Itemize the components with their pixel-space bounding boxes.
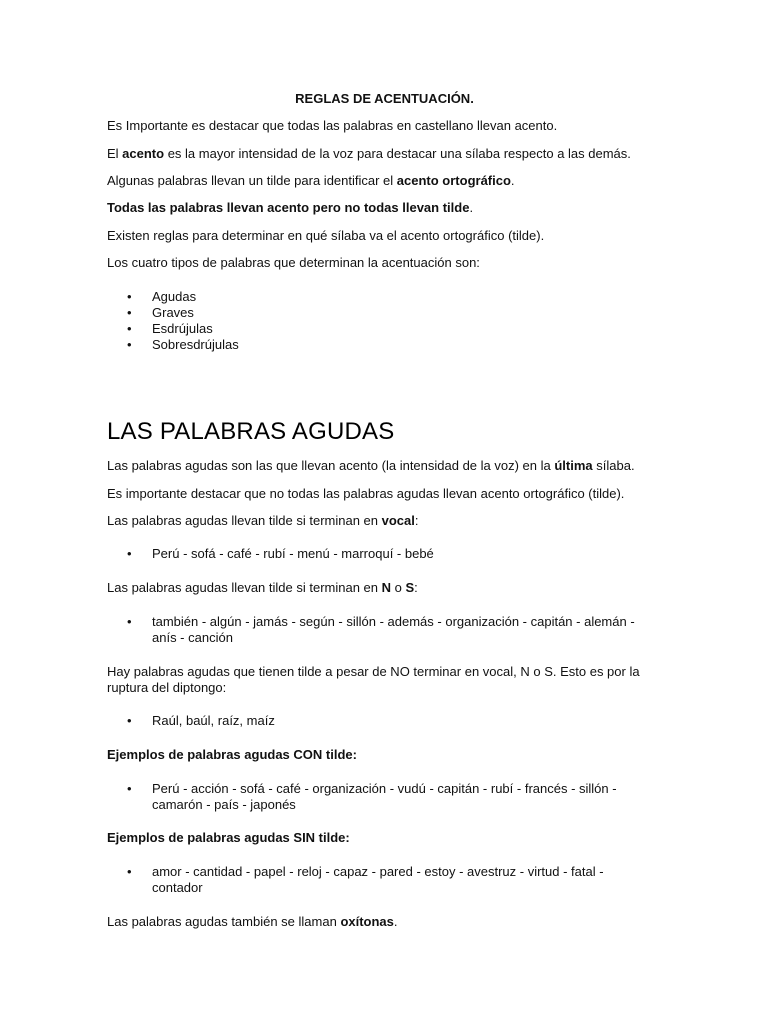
agudas-paragraph-5: Hay palabras agudas que tienen tilde a pesar de NO terminar en vocal, N o S. Esto es por la ruptura del diptongo: — [107, 664, 640, 695]
bullet-icon: • — [127, 289, 132, 304]
text-run: Las palabras agudas son las que llevan acento (la intensidad de la voz) en la — [107, 458, 555, 473]
list-item — [107, 337, 652, 353]
bullet-icon: • — [127, 781, 132, 796]
list-item-text: Perú - acción - sofá - café - organización - vudú - capitán - rubí - francés - sillón - camarón - país - japonés — [152, 781, 617, 812]
bold-term-oxitonas: oxítonas — [340, 914, 394, 929]
intro-paragraph-2 — [107, 146, 631, 162]
bold-letter-s: S — [405, 580, 415, 595]
list-item — [107, 546, 652, 562]
text-run: Algunas palabras llevan un tilde para identificar el — [107, 173, 397, 188]
list-item — [107, 305, 652, 321]
list-item-text: Raúl, baúl, raíz, maíz — [152, 713, 275, 728]
text-run: Las palabras agudas llevan tilde si terminan en — [107, 513, 382, 528]
text-run: Las palabras agudas llevan tilde si terminan en — [107, 580, 382, 595]
bold-letter-n: N — [381, 580, 392, 595]
text-run: El — [107, 146, 123, 161]
agudas-paragraph-3 — [107, 513, 419, 529]
list-item-text: Graves — [152, 305, 194, 320]
list-item — [107, 864, 652, 896]
list-item-text: Agudas — [152, 289, 197, 304]
bold-term-vocal: vocal — [381, 513, 415, 528]
sin-tilde-list — [107, 864, 652, 896]
text-run: : — [414, 513, 419, 528]
list-item — [107, 713, 652, 729]
con-tilde-heading: Ejemplos de palabras agudas CON tilde: — [107, 747, 357, 762]
list-item-text: Esdrújulas — [152, 321, 213, 336]
text-run: o — [391, 580, 406, 595]
text-run: Las palabras agudas también se llaman — [107, 914, 341, 929]
intro-paragraph-6: Los cuatro tipos de palabras que determinan la acentuación son: — [107, 255, 480, 270]
intro-paragraph-3 — [107, 173, 515, 189]
list-item — [107, 614, 652, 646]
document-title: REGLAS DE ACENTUACIÓN. — [295, 91, 474, 106]
list-item-text: Perú - sofá - café - rubí - menú - marroquí - bebé — [152, 546, 434, 561]
agudas-paragraph-4 — [107, 580, 418, 596]
list-item-text: amor - cantidad - papel - reloj - capaz - pared - estoy - avestruz - virtud - fatal - contador — [152, 864, 604, 895]
intro-paragraph-1: Es Importante es destacar que todas las palabras en castellano llevan acento. — [107, 118, 558, 133]
ns-examples-list — [107, 614, 652, 646]
text-run: es la mayor intensidad de la voz para destacar una sílaba respecto a las demás. — [164, 146, 631, 161]
text-run: . — [510, 173, 515, 188]
bullet-icon: • — [127, 546, 132, 561]
agudas-paragraph-2: Es importante destacar que no todas las palabras agudas llevan acento ortográfico (tilde). — [107, 486, 625, 501]
bold-term-ultima: última — [554, 458, 593, 473]
list-item-text: también - algún - jamás - según - sillón - además - organización - capitán - alemán - anís - canción — [152, 614, 635, 645]
list-item — [107, 321, 652, 337]
text-run: : — [414, 580, 418, 595]
intro-paragraph-5: Existen reglas para determinar en qué sílaba va el acento ortográfico (tilde). — [107, 228, 545, 243]
list-item-text: Sobresdrújulas — [152, 337, 239, 352]
bullet-icon: • — [127, 305, 132, 320]
bold-statement: Todas las palabras llevan acento pero no todas llevan tilde — [107, 200, 470, 215]
bullet-icon: • — [127, 713, 132, 728]
sin-tilde-heading: Ejemplos de palabras agudas SIN tilde: — [107, 830, 350, 845]
bullet-icon: • — [127, 337, 132, 352]
vocal-examples-list — [107, 546, 652, 562]
list-item — [107, 289, 652, 305]
diptongo-examples-list — [107, 713, 652, 729]
intro-paragraph-4 — [107, 200, 473, 216]
bullet-icon: • — [127, 614, 132, 629]
list-item — [107, 781, 652, 813]
bullet-icon: • — [127, 864, 132, 879]
word-types-list — [107, 289, 652, 353]
bullet-icon: • — [127, 321, 132, 336]
agudas-paragraph-6 — [107, 914, 398, 930]
section-heading-agudas: LAS PALABRAS AGUDAS — [107, 418, 395, 445]
agudas-paragraph-1 — [107, 458, 635, 474]
bold-term-acento-ortografico: acento ortográfico — [396, 173, 511, 188]
con-tilde-list — [107, 781, 652, 813]
text-run: . — [469, 200, 474, 215]
text-run: sílaba. — [592, 458, 635, 473]
bold-term-acento: acento — [122, 146, 165, 161]
text-run: . — [393, 914, 398, 929]
